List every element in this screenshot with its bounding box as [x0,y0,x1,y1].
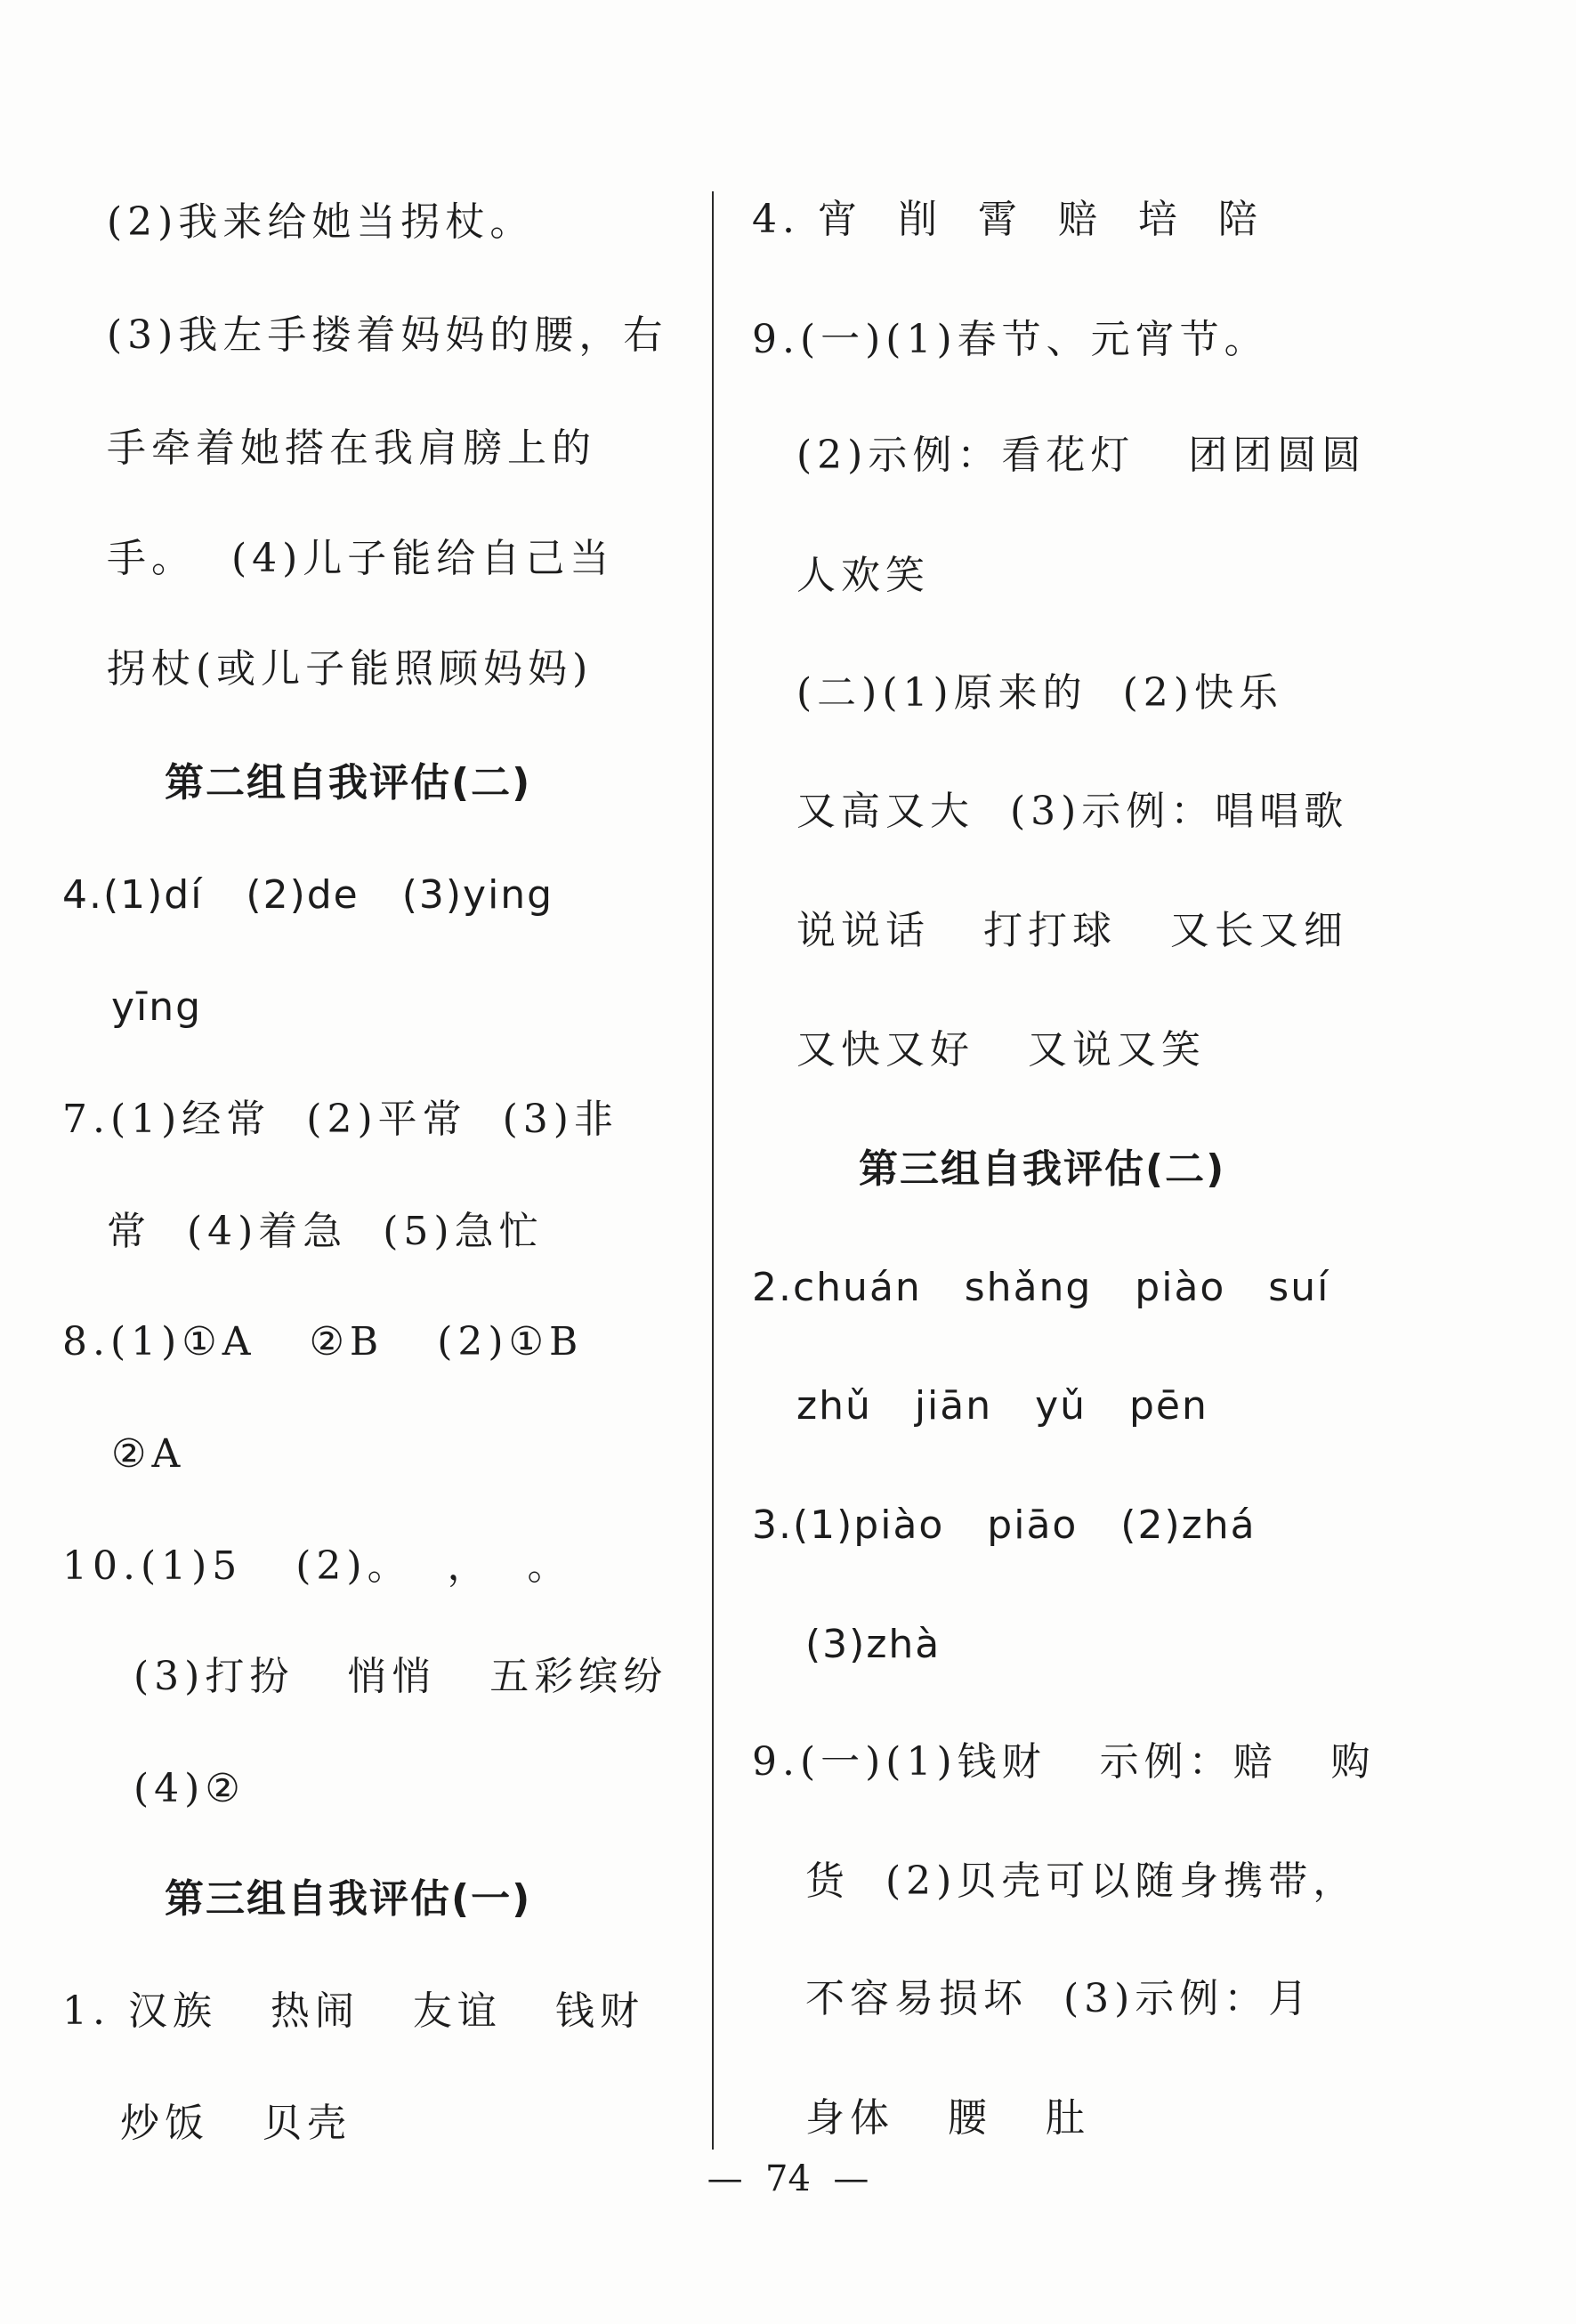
page-number: — 74 — [707,2158,869,2199]
answer-line: 不容易损坏 (3)示例：月 [805,1976,1313,2021]
answer-line: 4. 宵 削 霄 赔 培 陪 [752,197,1263,242]
answer-line: (2)示例：看花灯 团团圆圆 [796,433,1367,478]
answer-line: ②A [111,1431,186,1477]
section-heading-group2: 第二组自我评估(二) [165,760,532,806]
answer-line: 手。 (4)儿子能给自己当 [107,536,615,581]
answer-line: 货 (2)贝壳可以随身携带， [805,1858,1358,1904]
answer-line: 又快又好 又说又笑 [796,1027,1206,1073]
answer-line: (3)打扮 悄悄 五彩缤纷 [133,1654,668,1699]
answer-line: 手牵着她搭在我肩膀上的 [107,425,596,471]
answer-line: 10.(1)5 (2)。 ， 。 [62,1543,572,1589]
answer-line: 9.(一)(1)钱财 示例：赔 购 [752,1739,1376,1785]
answer-line: 身体 腰 肚 [805,2095,1090,2141]
answer-line: (4)② [133,1766,246,1811]
answer-line: zhǔ jiān yǔ pēn [796,1383,1208,1429]
answer-line: (3)zhà [805,1622,942,1667]
answer-line: 8.(1)①A ②B (2)①B [62,1319,584,1364]
answer-line: 常 (4)着急 (5)急忙 [107,1209,544,1254]
answer-line: 说说话 打打球 又长又细 [796,908,1348,953]
answer-line: (二)(1)原来的 (2)快乐 [796,670,1283,716]
answer-line: (3)我左手搂着妈妈的腰，右 [107,312,668,358]
column-divider [712,191,714,2150]
answer-line: 又高又大 (3)示例：唱唱歌 [796,789,1349,834]
answer-line: 炒饭 贝壳 [120,2101,352,2146]
answer-line: (2)我来给她当拐杖。 [107,199,535,245]
section-heading-group3-2: 第三组自我评估(二) [859,1146,1226,1192]
answer-line: 7.(1)经常 (2)平常 (3)非 [62,1097,618,1142]
answer-line: 拐杖(或儿子能照顾妈妈) [107,646,594,692]
answer-line: 2.chuán shǎng piào suí [752,1265,1330,1310]
answer-line: 人欢笑 [796,553,930,598]
answer-line: 1. 汉族 热闹 友谊 钱财 [62,1988,644,2034]
answer-line: 9.(一)(1)春节、元宵节。 [752,317,1269,362]
section-heading-group3-1: 第三组自我评估(一) [165,1876,532,1922]
answer-line: yīng [111,984,203,1030]
answer-line: 4.(1)dí (2)de (3)ying [62,872,554,918]
answer-line: 3.(1)piào piāo (2)zhá [752,1502,1257,1548]
